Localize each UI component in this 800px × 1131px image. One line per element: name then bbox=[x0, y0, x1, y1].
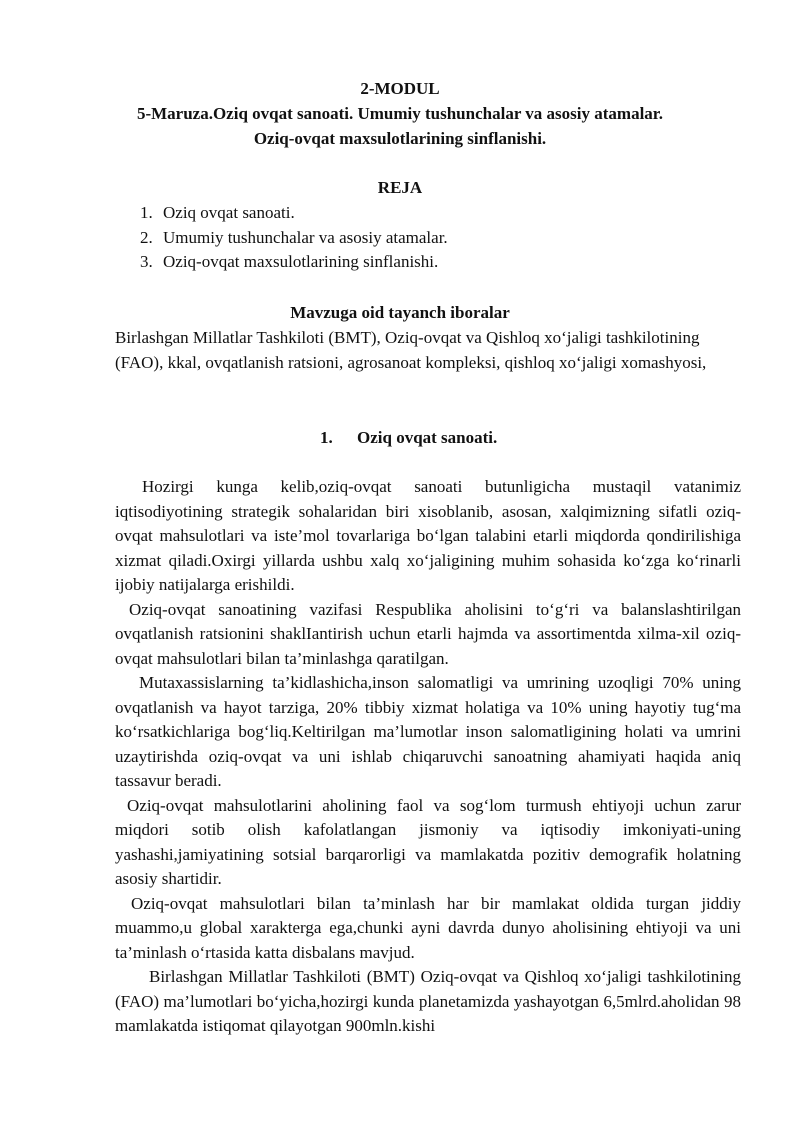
paragraph: Mutaxassislarning ta’kidlashicha,inson salomatligi va umrining uzoqligi 70% uning ovqatlanish va hayot tarziga, 20% tibbiy xizmat holatiga va 10% uning hayotiy tug‘ma ko‘rsatkichlariga bog‘liq.Keltirilgan ma’lumotlar inson salomatligining holati va umrini uzaytirishda oziq-ovqat va uni ishlab chiqaruvchi sanoatning ahamiyati haqida aniq tassavur beradi. bbox=[115, 673, 741, 790]
keywords-title: Mavzuga oid tayanch iboralar bbox=[290, 303, 510, 322]
plan-list bbox=[140, 201, 448, 275]
paragraph: Oziq-ovqat mahsulotlarini aholining faol va sog‘lom turmush ehtiyoji uchun zarur miqdori sotib olish kafolatlangan jismoniy va iqtisodiy imkoniyati-uning yashashi,jamiyatining sotsial barqarorligi va mamlakatda pozitiv demografik holatning asosiy shartidir. bbox=[115, 795, 741, 888]
module-heading: 2-MODUL bbox=[360, 79, 440, 98]
section-heading bbox=[320, 426, 497, 451]
keywords-text: Birlashgan Millatlar Tashkiloti (BMT), Oziq-ovqat va Qishloq xo‘jaligi tashkilotining (FAO), kkal, ovqatlanish ratsioni, agrosanoat kompleksi, qishloq xo‘jaligi xomashyosi, bbox=[115, 328, 707, 372]
plan-item-number: 1. bbox=[140, 203, 153, 222]
lecture-title: 5-Maruza.Oziq ovqat sanoati. Umumiy tushunchalar va asosiy atamalar. bbox=[136, 104, 664, 123]
plan-item bbox=[140, 250, 448, 275]
plan-item-text: Oziq ovqat sanoati. bbox=[163, 203, 295, 222]
plan-item bbox=[140, 226, 448, 251]
plan-item-text: Oziq-ovqat maxsulotlarining sinflanishi. bbox=[163, 252, 439, 271]
plan-item-number: 2. bbox=[140, 227, 153, 247]
section-number: 1. bbox=[320, 428, 333, 447]
plan-item-text: Umumiy tushunchalar va asosiy atamalar. bbox=[163, 227, 448, 247]
paragraph: Oziq-ovqat sanoatining vazifasi Respublika aholisini to‘g‘ri va balanslashtirilgan ovqatlanish ratsionini shaklIantirish uchun etarli hajmda va assortimentda xilma-xil oziq-ovqat mahsulotlari bilan ta’minlashga qaratilgan. bbox=[115, 599, 741, 668]
section-title: Oziq ovqat sanoati. bbox=[357, 428, 498, 447]
body-text bbox=[115, 475, 741, 1039]
paragraph: Hozirgi kunga kelib,oziq-ovqat sanoati butunligicha mustaqil vatanimiz iqtisodiyotining strategik sohalaridan biri xisoblanib, asosan, xalqimizning sifatli oziq-ovqat mahsulotlari va iste’mol tovarlariga bo‘lgan talabini etarli miqdorda qondirilishiga xizmat qiladi.Oxirgi yillarda ushbu xalq xo‘jaligining muhim sohasida ko‘zga ko‘rinarli ijobiy natijalarga erishildi. bbox=[115, 477, 741, 594]
plan-title: REJA bbox=[377, 178, 423, 197]
plan-item-number: 3. bbox=[140, 252, 153, 271]
paragraph: Oziq-ovqat mahsulotlari bilan ta’minlash har bir mamlakat oldida turgan jiddiy muammo,u global xarakterga ega,chunki ayni davrda dunyo aholisining ehtiyoji va uni ta’minlash o‘rtasida katta disbalans mavjud. bbox=[115, 893, 741, 962]
lecture-subtitle: Oziq-ovqat maxsulotlarining sinflanishi. bbox=[253, 129, 547, 148]
plan-item bbox=[140, 201, 448, 226]
paragraph: Birlashgan Millatlar Tashkiloti (BMT) Oziq-ovqat va Qishloq xo‘jaligi tashkilotining (FAO) ma’lumotlari bo‘yicha,hozirgi kunda planetamizda yashayotgan 6,5mlrd.aholidan 98 mamlakatda istiqomat qilayotgan 900mln.kishi bbox=[115, 967, 741, 1035]
